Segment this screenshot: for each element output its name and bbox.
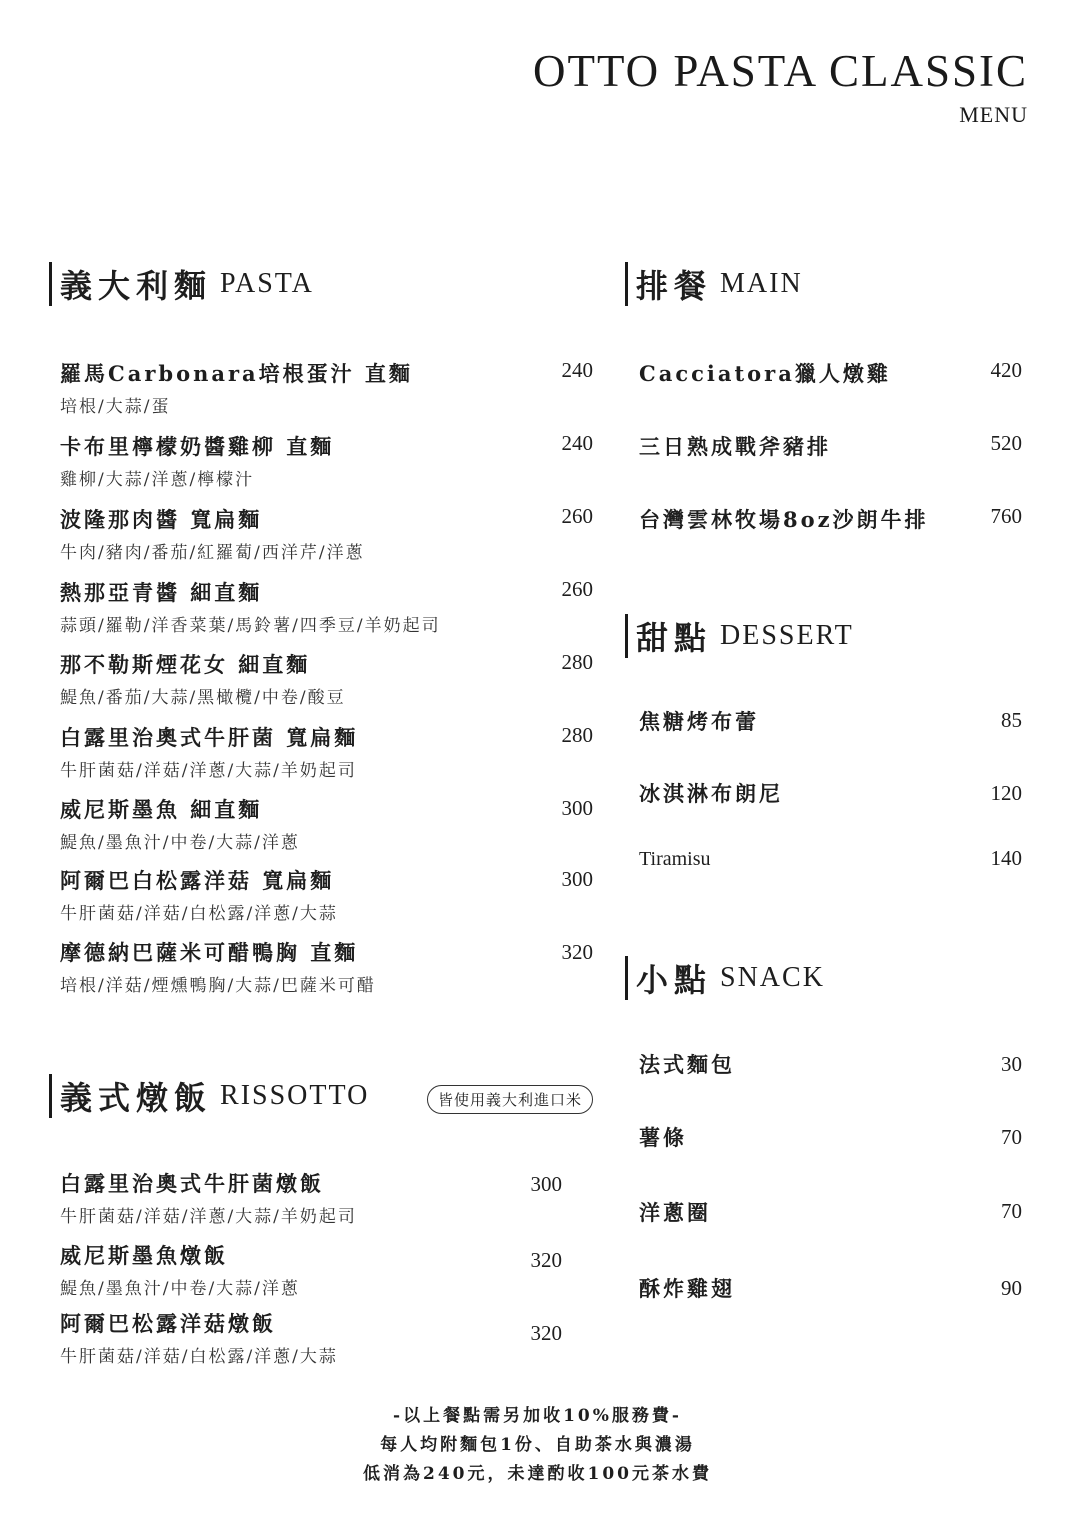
item-name: 酥炸雞翅 [639,1276,735,1301]
rice-note-badge: 皆使用義大利進口米 [427,1085,593,1114]
item-name: 卡布里檸檬奶醬雞柳 直麵 [60,434,335,459]
menu-item [639,358,891,388]
section-title-zh: 小點 [636,961,713,999]
section-title-en: DESSERT [720,620,854,651]
menu-item [60,794,300,853]
item-desc: 鯷魚/墨魚汁/中卷/大蒜/洋蔥 [60,833,300,853]
section-bar [49,1074,52,1118]
item-price: 70 [1001,1125,1022,1149]
item-name: 威尼斯墨魚 細直麵 [60,797,263,822]
item-name: 羅馬Carbonara培根蛋汁 直麵 [60,361,413,386]
section-title-zh: 義式燉飯 [60,1079,213,1117]
menu-item [60,1308,338,1367]
section-header-main [625,262,803,306]
item-desc: 培根/洋菇/煙燻鴨胸/大蒜/巴薩米可醋 [60,976,376,996]
page-title: OTTO PASTA CLASSIC [532,46,1028,96]
section-title-en: RISSOTTO [220,1080,370,1111]
item-desc: 牛肉/豬肉/番茄/紅羅蔔/西洋芹/洋蔥 [60,543,365,563]
section-bar [625,262,628,306]
menu-item [60,504,365,563]
item-price: 300 [561,867,593,891]
item-name: 三日熟成戰斧豬排 [639,434,831,459]
service-fee-note: -以上餐點需另加收10%服務費- [393,1406,682,1426]
minimum-charge-note: 低消為240元，未達酌收100元茶水費 [363,1464,712,1484]
section-header-dessert [625,614,854,658]
item-price: 520 [990,431,1022,455]
item-price: 260 [561,577,593,601]
item-price: 760 [990,504,1022,528]
bread-soup-note: 每人均附麵包1份、自助茶水與濃湯 [380,1435,695,1455]
menu-item [639,706,759,736]
menu-item [60,1240,300,1299]
item-desc: 培根/大蒜/蛋 [60,397,171,417]
section-bar [625,614,628,658]
item-desc: 牛肝菌菇/洋菇/白松露/洋蔥/大蒜 [60,904,338,924]
item-name: 焦糖烤布蕾 [639,709,759,734]
menu-item [60,431,334,490]
item-price: 85 [1001,708,1022,732]
item-name: 白露里治奧式牛肝菌 寬扁麵 [60,725,359,750]
item-name: 那不勒斯煙花女 細直麵 [60,652,311,677]
item-name: 法式麵包 [639,1052,735,1077]
item-desc: 牛肝菌菇/洋菇/洋蔥/大蒜/羊奶起司 [60,761,357,781]
menu-item [60,722,358,781]
item-desc: 鯷魚/墨魚汁/中卷/大蒜/洋蔥 [60,1279,300,1299]
item-price: 120 [990,781,1022,805]
menu-item [60,358,413,417]
menu-item [639,778,783,808]
menu-item [60,1168,357,1227]
menu-item [639,848,711,871]
item-price: 280 [561,723,593,747]
item-name: 薯條 [639,1125,687,1150]
item-price: 30 [1001,1052,1022,1076]
menu-item [639,431,831,461]
section-header-risotto [49,1074,369,1118]
item-price: 70 [1001,1199,1022,1223]
item-desc: 蒜頭/羅勒/洋香菜葉/馬鈴薯/四季豆/羊奶起司 [60,616,441,636]
item-name: 洋蔥圈 [639,1200,711,1225]
item-price: 320 [561,940,593,964]
section-title-zh: 甜點 [636,619,713,657]
item-price: 140 [990,846,1022,870]
item-name: 威尼斯墨魚燉飯 [60,1243,228,1268]
item-name: Cacciatora獵人燉雞 [639,361,891,386]
item-desc: 鯷魚/番茄/大蒜/黑橄欖/中卷/酸豆 [60,688,346,708]
item-price: 420 [990,358,1022,382]
item-name: 白露里治奧式牛肝菌燉飯 [60,1171,324,1196]
section-header-pasta [49,262,314,306]
section-title-zh: 義大利麵 [60,267,213,305]
menu-item [60,577,441,636]
item-name: 阿爾巴松露洋菇燉飯 [60,1311,276,1336]
section-bar [625,956,628,1000]
item-price: 320 [530,1248,562,1272]
section-title-en: SNACK [720,962,825,993]
page-subtitle: MENU [959,102,1028,127]
item-price: 260 [561,504,593,528]
item-price: 300 [561,796,593,820]
section-bar [49,262,52,306]
item-name: Tiramisu [639,848,711,870]
menu-item [639,504,929,534]
item-desc: 牛肝菌菇/洋菇/洋蔥/大蒜/羊奶起司 [60,1207,357,1227]
item-price: 240 [561,431,593,455]
item-name: 冰淇淋布朗尼 [639,781,783,806]
item-price: 240 [561,358,593,382]
menu-item [60,649,346,708]
item-price: 300 [530,1172,562,1196]
item-name: 波隆那肉醬 寬扁麵 [60,507,263,532]
menu-item [639,1122,687,1152]
menu-item [639,1273,735,1303]
item-name: 阿爾巴白松露洋菇 寬扁麵 [60,868,335,893]
section-title-en: MAIN [720,268,803,299]
section-header-snack [625,956,825,1000]
menu-item [639,1049,735,1079]
item-price: 90 [1001,1276,1022,1300]
item-price: 320 [530,1321,562,1345]
item-name: 台灣雲林牧場8oz沙朗牛排 [639,507,929,532]
menu-item [639,1197,711,1227]
menu-item [60,937,376,996]
item-name: 熱那亞青醬 細直麵 [60,580,263,605]
item-desc: 牛肝菌菇/洋菇/白松露/洋蔥/大蒜 [60,1347,338,1367]
section-title-en: PASTA [220,268,314,299]
section-title-zh: 排餐 [636,267,713,305]
menu-item [60,865,338,924]
item-price: 280 [561,650,593,674]
item-desc: 雞柳/大蒜/洋蔥/檸檬汁 [60,470,255,490]
item-name: 摩德納巴薩米可醋鴨胸 直麵 [60,940,359,965]
